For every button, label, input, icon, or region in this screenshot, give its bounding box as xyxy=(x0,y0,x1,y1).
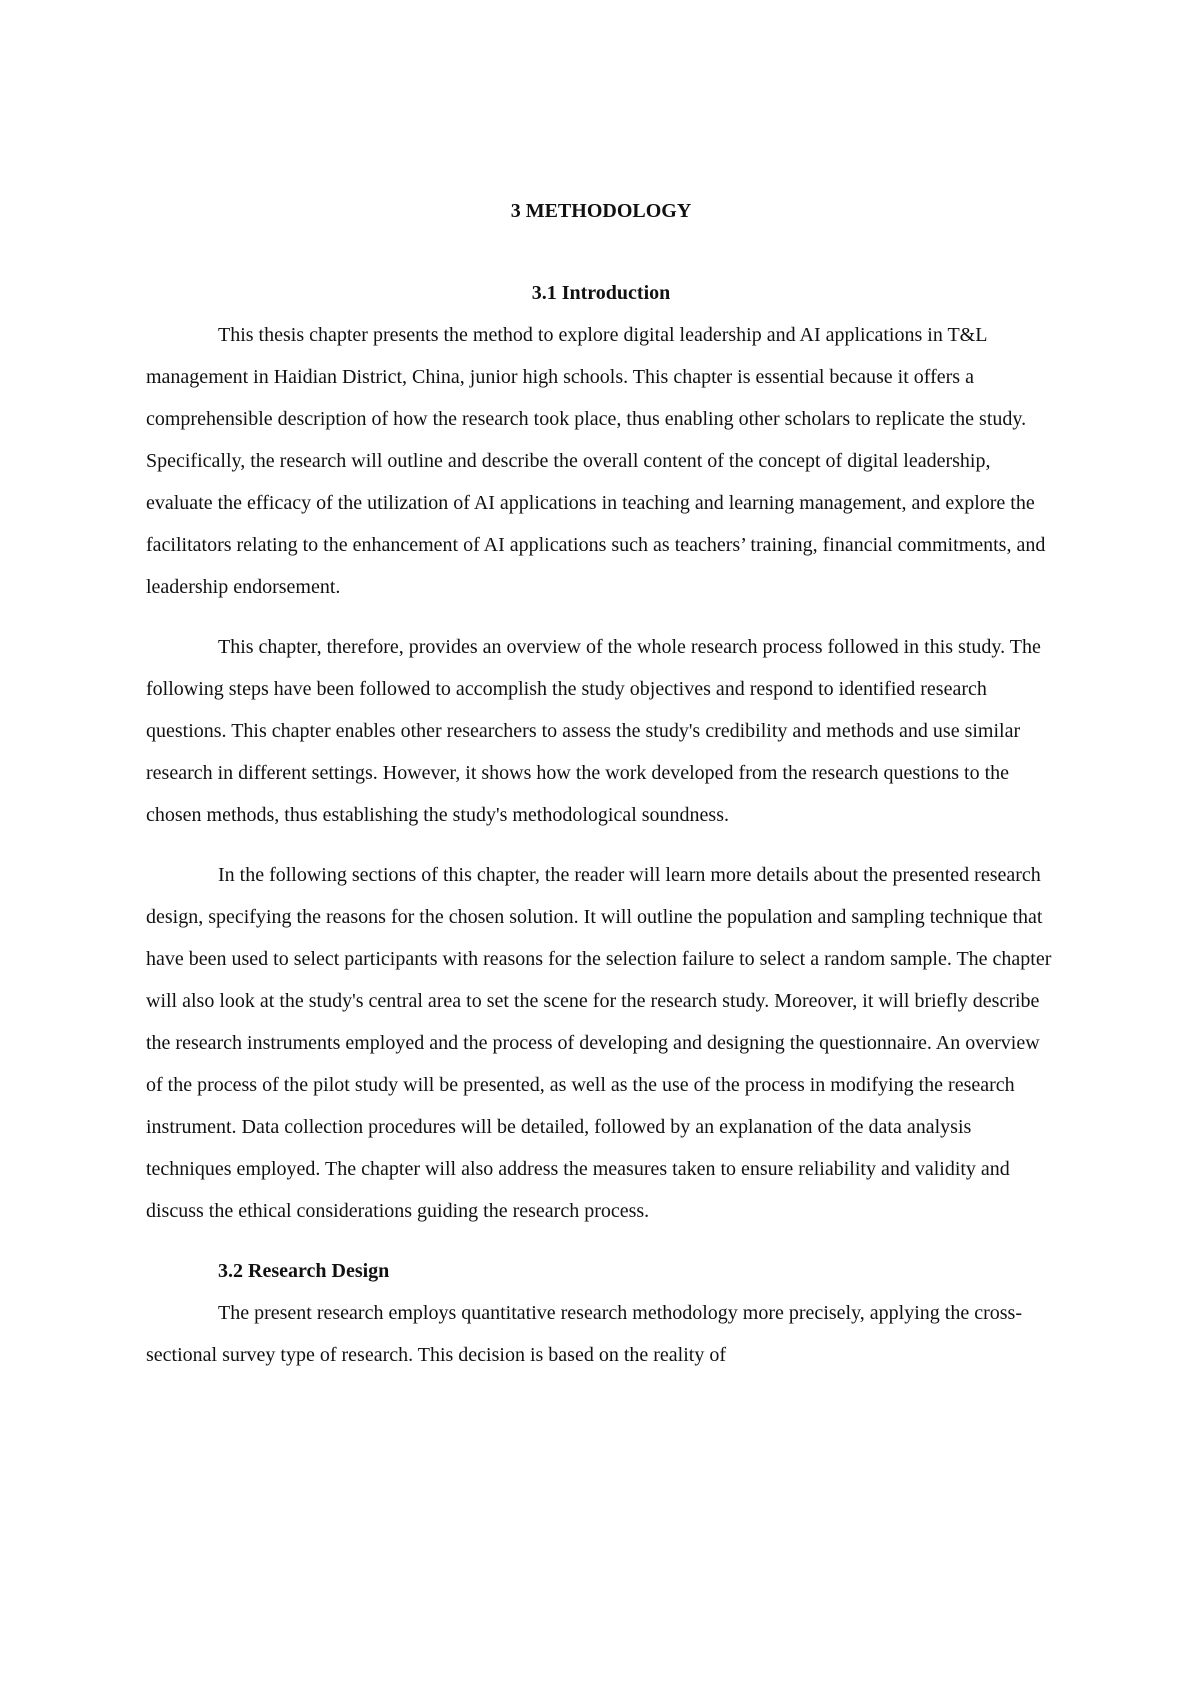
page-content xyxy=(146,190,1056,1376)
section-heading-introduction: 3.1 Introduction xyxy=(531,282,671,304)
section-heading-research-design: 3.2 Research Design xyxy=(218,1260,390,1282)
paragraph: In the following sections of this chapter, the reader will learn more details about the presented research design, specifying the reasons for the chosen solution. It will outline the population and sampling technique that have been used to select participants with reasons for the selection failure to select a random sample. The chapter will also look at the study's central area to set the scene for the research study. Moreover, it will briefly describe the research instruments employed and the process of developing and designing the questionnaire. An overview of the process of the pilot study will be presented, as well as the use of the process in modifying the research instrument. Data collection procedures will be detailed, followed by an explanation of the data analysis techniques employed. The chapter will also address the measures taken to ensure reliability and validity and discuss the ethical considerations guiding the research process. xyxy=(146,864,1052,1222)
chapter-title: 3 METHODOLOGY xyxy=(510,200,692,222)
paragraph: This chapter, therefore, provides an overview of the whole research process followed in this study. The following steps have been followed to accomplish the study objectives and respond to identified research questions. This chapter enables other researchers to assess the study's credibility and methods and use similar research in different settings. However, it shows how the work developed from the research questions to the chosen methods, thus establishing the study's methodological soundness. xyxy=(146,636,1041,826)
paragraph: This thesis chapter presents the method to explore digital leadership and AI applications in T&L management in Haidian District, China, junior high schools. This chapter is essential because it offers a comprehensible description of how the research took place, thus enabling other scholars to replicate the study. Specifically, the research will outline and describe the overall content of the concept of digital leadership, evaluate the efficacy of the utilization of AI applications in teaching and learning management, and explore the facilitators relating to the enhancement of AI applications such as teachers’ training, financial commitments, and leadership endorsement. xyxy=(146,324,1046,598)
paragraph: The present research employs quantitative research methodology more precisely, applying the cross-sectional survey type of research. This decision is based on the reality of xyxy=(146,1302,1022,1366)
